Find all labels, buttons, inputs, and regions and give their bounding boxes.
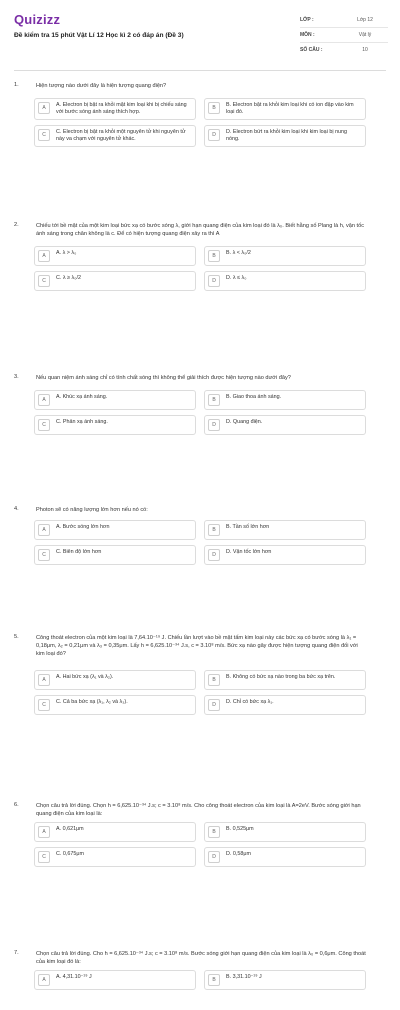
option-c[interactable] [34,125,196,147]
option-text: C. Cả ba bức xạ (λ₁, λ₂ và λ₃). [56,699,128,705]
question-number: 5. [14,634,19,640]
option-a[interactable] [34,520,196,540]
meta-table [300,13,388,57]
question-text: Hiện tượng nào dưới đây là hiện tượng quang điện? [36,83,167,89]
option-text: B. Không có bức xạ nào trong ba bức xạ trên. [226,674,336,680]
option-letter-badge: A [38,524,50,536]
option-b[interactable] [204,670,366,690]
option-letter-badge: B [208,826,220,838]
option-c[interactable] [34,545,196,565]
option-b[interactable] [204,822,366,842]
option-b[interactable] [204,520,366,540]
option-text: A. 0,621μm [56,826,84,832]
option-letter-badge: B [208,102,220,114]
meta-row-count [300,43,388,57]
worksheet-header [0,0,400,62]
meta-row-grade [300,13,388,28]
option-text: B. Electron bật ra khỏi kim loại khi có ion đập vào kim loại đó. [226,102,354,115]
question-4 [0,506,400,566]
option-d[interactable] [204,415,366,435]
option-text: C. Phản xạ ánh sáng. [56,419,108,425]
option-text: D. Vận tốc lớn hơn [226,549,272,555]
option-text: B. 3,31.10⁻¹⁹ J [226,974,262,980]
option-d[interactable] [204,125,366,147]
meta-row-subject [300,28,388,43]
option-text: A. Khúc xạ ánh sáng. [56,394,108,400]
option-d[interactable] [204,847,366,867]
question-number: 3. [14,374,19,380]
option-letter-badge: C [38,129,50,141]
option-text: A. Hai bức xạ (λ₁ và λ₂). [56,674,114,680]
question-1 [0,82,400,142]
option-text: B. Giao thoa ánh sáng. [226,394,282,400]
option-d[interactable] [204,271,366,291]
option-letter-badge: B [208,674,220,686]
question-number: 1. [14,82,19,88]
option-text: A. Bước sóng lớn hơn [56,524,110,530]
option-text: A. 4,31.10⁻¹⁹ J [56,974,92,980]
option-text: D. Electron bứt ra khỏi kim loại khi kim loại bị nung nóng. [226,129,348,142]
option-letter-badge: D [208,275,220,287]
option-b[interactable] [204,390,366,410]
question-number: 4. [14,506,19,512]
option-letter-badge: A [38,102,50,114]
option-text: D. Quang điện. [226,419,263,425]
option-letter-badge: C [38,275,50,287]
option-text: C. Electron bị bật ra khỏi một nguyên tử khi nguyên tử này va chạm với nguyên tử khác. [56,129,186,142]
meta-value: 10 [362,47,368,53]
question-text: Công thoát electron của một kim loại là 7,64.10⁻¹⁹ J. Chiếu lần lượt vào bề mặt tấm kim loại này các bức xạ có bước sóng là λ₁ = 0,18μm, λ₂ = 0,21μm và λ₃ = 0,35μm. Lấy h = 6,625.10⁻³⁴ J.s, c = 3.10⁸ m/s. Bức xạ nào gây được hiện tượng quang điện đối với kim loại đó? [36,635,358,657]
meta-value: Lớp 12 [357,17,373,23]
options-grid [34,246,366,291]
option-a[interactable] [34,970,196,990]
option-text: C. Biên độ lớn hơn [56,549,102,555]
option-letter-badge: B [208,250,220,262]
question-number: 6. [14,802,19,808]
question-number: 7. [14,950,19,956]
option-letter-badge: A [38,974,50,986]
option-text: D. Chỉ có bức xạ λ₁. [226,699,274,705]
option-c[interactable] [34,415,196,435]
question-6 [0,802,400,872]
options-grid [34,98,366,147]
question-number: 2. [14,222,19,228]
question-2 [0,222,400,296]
option-letter-badge: A [38,250,50,262]
options-grid [34,970,366,990]
option-letter-badge: A [38,674,50,686]
option-text: B. λ < λ₀/2 [226,250,251,256]
option-letter-badge: C [38,549,50,561]
question-text: Chọn câu trả lời đúng. Chọn h = 6,625.10⁻³⁴ J.s; c = 3.10⁸ m/s. Cho công thoát electron của kim loại là A=2eV. Bước sóng giới hạn quang điện của kim loại là: [36,803,361,817]
meta-label: SỐ CÂU : [300,47,323,53]
question-3 [0,374,400,434]
option-letter-badge: B [208,974,220,986]
option-text: D. 0,58μm [226,851,251,857]
option-text: B. 0,525μm [226,826,254,832]
worksheet-title: Đề kiểm tra 15 phút Vật Lí 12 Học kì 2 có đáp án (Đề 3) [14,32,184,39]
options-grid [34,822,366,867]
option-text: B. Tần số lớn hơn [226,524,270,530]
brand-logo: Quizizz [14,12,61,27]
option-d[interactable] [204,695,366,715]
option-letter-badge: D [208,549,220,561]
option-c[interactable] [34,847,196,867]
option-letter-badge: D [208,419,220,431]
question-5 [0,634,400,714]
options-grid [34,520,366,565]
meta-label: LỚP : [300,17,314,23]
options-grid [34,670,366,715]
option-letter-badge: D [208,851,220,863]
option-a[interactable] [34,390,196,410]
option-letter-badge: A [38,826,50,838]
option-letter-badge: C [38,419,50,431]
option-c[interactable] [34,695,196,715]
option-text: A. Electron bị bật ra khỏi mặt kim loại khi bị chiếu sáng với bước sóng ánh sáng thích hợp. [56,102,187,115]
meta-value: Vật lý [358,32,372,38]
question-text: Chọn câu trả lời đúng. Cho h = 6,625.10⁻³⁴ J.s; c = 3.10⁸ m/s. Bước sóng giới hạn quang điện của kim loại là λ₀ = 0,6μm. Công thoát của kim loại đó là: [36,951,366,965]
option-letter-badge: D [208,129,220,141]
option-a[interactable] [34,822,196,842]
question-7 [0,950,400,1010]
option-c[interactable] [34,271,196,291]
option-letter-badge: B [208,524,220,536]
question-list [0,76,400,983]
question-text: Nếu quan niệm ánh sáng chỉ có tính chất sóng thì không thể giải thích được hiện tượng nào dưới đây? [36,375,291,381]
option-b[interactable] [204,246,366,266]
option-letter-badge: C [38,851,50,863]
option-d[interactable] [204,545,366,565]
question-text: Chiếu tới bề mặt của một kim loại bức xạ có bước sóng λ, giới hạn quang điện của kim loại đó là λ₀. Biết hằng số Plang là h, vận tốc ánh sáng trong chân không là c. Để có hiện tượng quang điện xảy ra thì A [36,223,365,237]
option-text: D. λ ≤ λ₀ [226,275,247,281]
option-text: C. λ ≥ λ₀/2 [56,275,81,281]
question-text: Photon sẽ có năng lượng lớn hơn nếu nó có: [36,507,148,513]
option-a[interactable] [34,98,196,120]
option-text: A. λ > λ₀ [56,250,77,256]
option-a[interactable] [34,246,196,266]
option-letter-badge: B [208,394,220,406]
option-b[interactable] [204,970,366,990]
option-text: C. 0,675μm [56,851,84,857]
option-a[interactable] [34,670,196,690]
option-b[interactable] [204,98,366,120]
option-letter-badge: C [38,699,50,711]
option-letter-badge: D [208,699,220,711]
meta-label: MÔN : [300,32,315,38]
options-grid [34,390,366,435]
option-letter-badge: A [38,394,50,406]
header-divider [14,70,386,71]
